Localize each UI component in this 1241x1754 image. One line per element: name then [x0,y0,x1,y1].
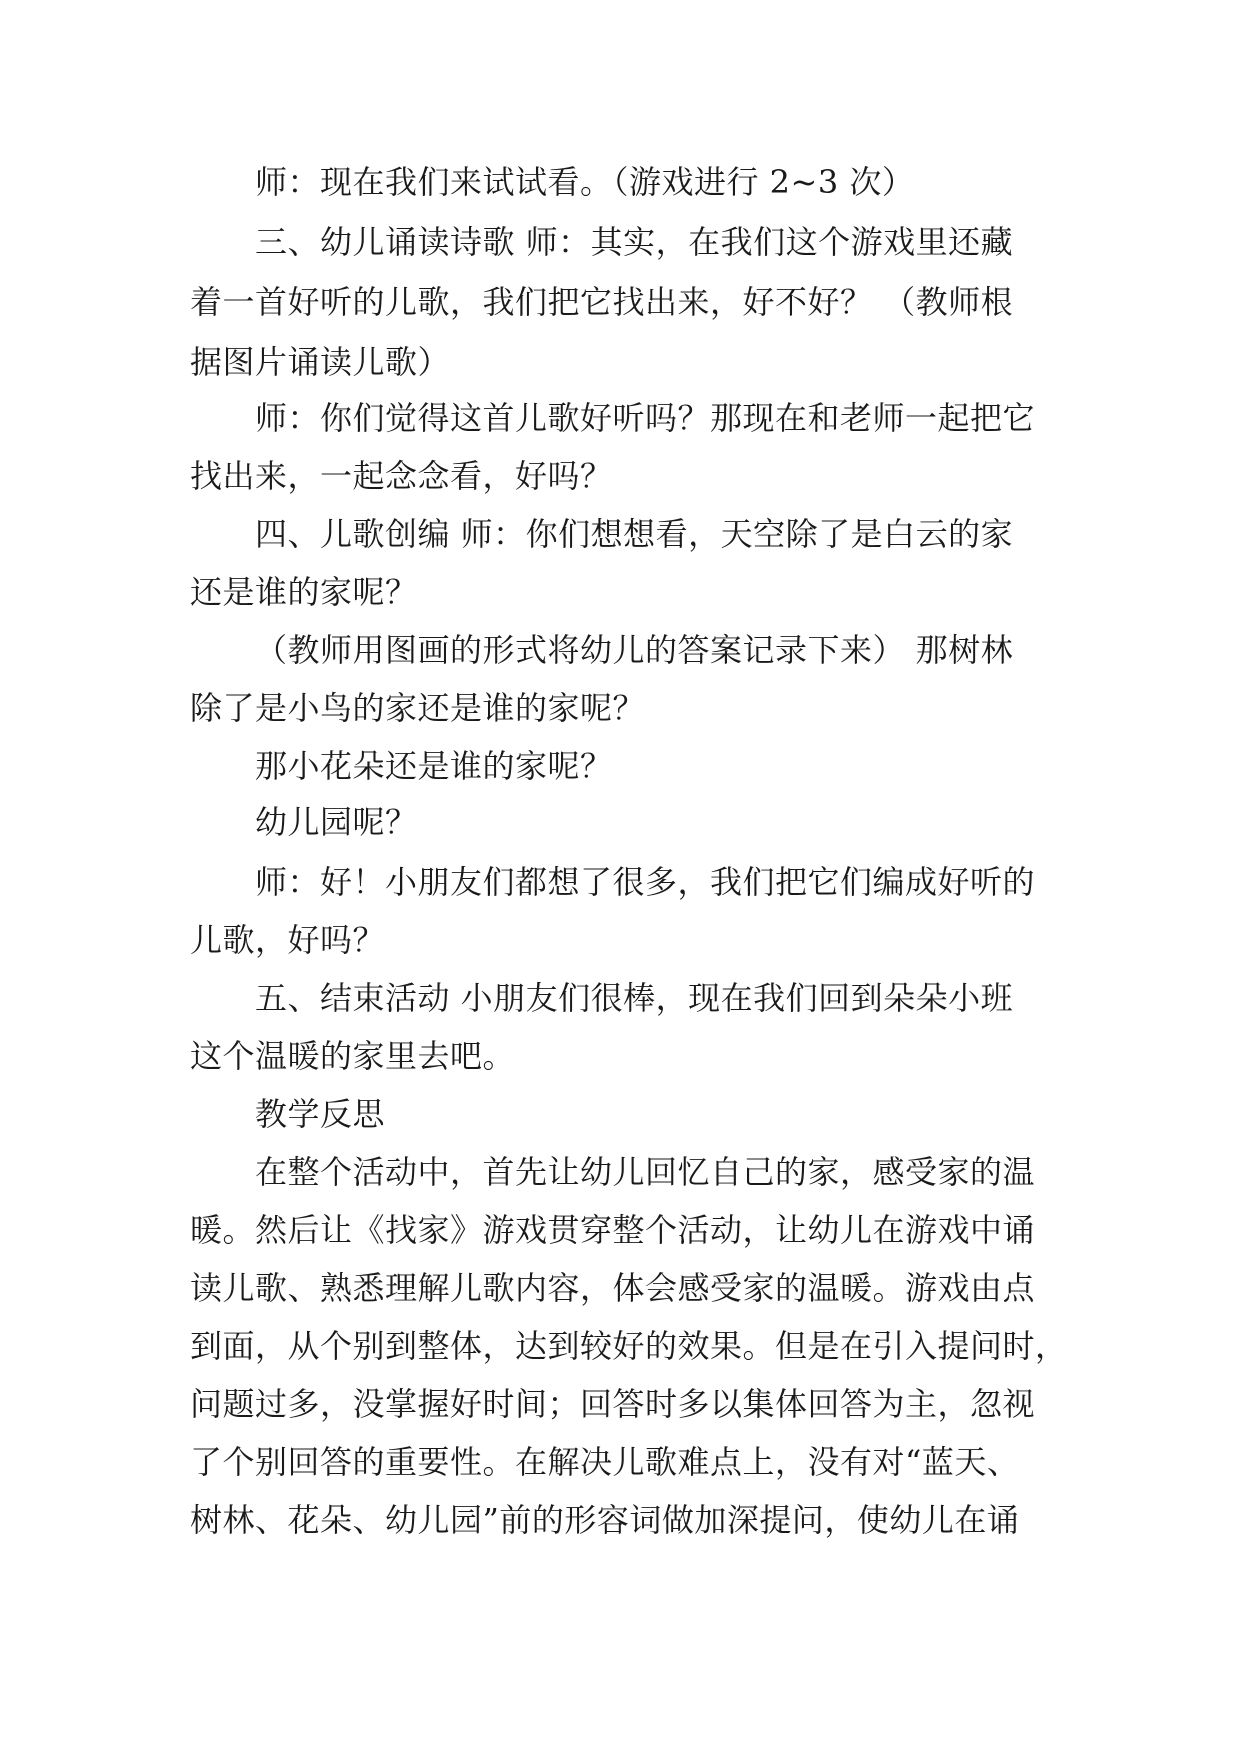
paragraph-line: 儿歌，好吗？ [190,921,386,959]
paragraph-line: 三、幼儿诵读诗歌 师：其实，在我们这个游戏里还藏 [255,223,1014,261]
paragraph-line: 了个别回答的重要性。在解决儿歌难点上，没有对“蓝天、 [190,1443,1020,1481]
paragraph-line: 师：现在我们来试试看。（游戏进行 2~3 次） [255,163,915,201]
paragraph-line: 幼儿园呢？ [255,803,418,841]
paragraph-line: 五、结束活动 小朋友们很棒，现在我们回到朵朵小班 [255,979,1014,1017]
paragraph-line: 那小花朵还是谁的家呢？ [255,747,613,785]
paragraph-line: 着一首好听的儿歌，我们把它找出来，好不好？ （教师根 [190,283,1014,321]
paragraph-line: 找出来，一起念念看，好吗？ [190,457,613,495]
paragraph-line: 这个温暖的家里去吧。 [190,1037,516,1075]
paragraph-line: 师：好！小朋友们都想了很多，我们把它们编成好听的 [255,863,1036,901]
paragraph-line: 读儿歌、熟悉理解儿歌内容，体会感受家的温暖。游戏由点 [190,1269,1036,1307]
paragraph-line: 四、儿歌创编 师：你们想想看，天空除了是白云的家 [255,515,1014,553]
paragraph-line: 师：你们觉得这首儿歌好听吗？那现在和老师一起把它 [255,399,1036,437]
paragraph-line: 问题过多，没掌握好时间；回答时多以集体回答为主，忽视 [190,1385,1036,1423]
paragraph-line: 树林、花朵、幼儿园”前的形容词做加深提问，使幼儿在诵 [190,1501,1020,1539]
paragraph-line: （教师用图画的形式将幼儿的答案记录下来） 那树林 [255,631,1014,669]
paragraph-line: 在整个活动中，首先让幼儿回忆自己的家，感受家的温 [255,1153,1036,1191]
section-heading: 教学反思 [255,1095,386,1133]
paragraph-line: 除了是小鸟的家还是谁的家呢？ [190,689,646,727]
paragraph-line: 暖。然后让《找家》游戏贯穿整个活动，让幼儿在游戏中诵 [190,1211,1036,1249]
paragraph-line: 据图片诵读儿歌） [190,343,451,381]
paragraph-line: 到面，从个别到整体，达到较好的效果。但是在引入提问时， [190,1327,1068,1365]
paragraph-line: 还是谁的家呢？ [190,573,418,611]
